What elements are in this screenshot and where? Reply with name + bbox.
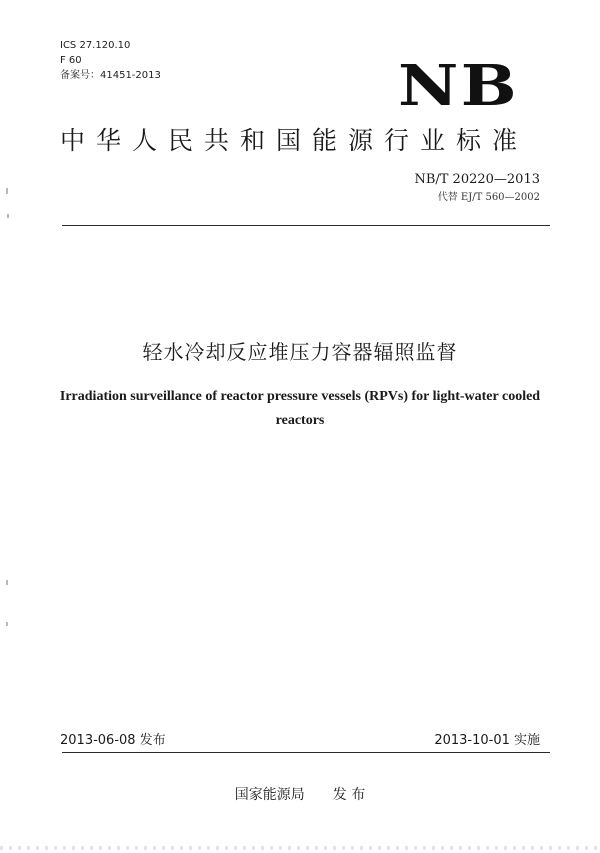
scan-artifact bbox=[6, 622, 8, 626]
filing-number: 备案号：41451-2013 bbox=[60, 70, 161, 81]
footer-divider bbox=[62, 752, 550, 753]
ccs-code: F 60 bbox=[60, 55, 82, 66]
implementation-date: 2013-10-01 实施 bbox=[434, 733, 540, 748]
document-title-english: Irradiation surveillance of reactor pressure vessels (RPVs) for light-water cooled reactors bbox=[59, 389, 541, 428]
issue-date: 2013-06-08 发布 bbox=[60, 733, 166, 748]
ics-code: ICS 27.120.10 bbox=[60, 40, 131, 51]
issuing-authority: 国家能源局 发 布 bbox=[234, 787, 366, 803]
document-title-chinese: 轻水冷却反应堆压力容器辐照监督 bbox=[142, 340, 458, 364]
replaced-standard: 代替 EJ/T 560—2002 bbox=[437, 192, 540, 203]
standard-number: NB/T 20220—2013 bbox=[414, 172, 540, 187]
scan-artifact bbox=[6, 580, 8, 585]
scan-bottom-edge bbox=[0, 846, 600, 850]
header-divider bbox=[62, 225, 550, 226]
scan-artifact bbox=[6, 188, 8, 194]
scan-artifact bbox=[7, 214, 9, 218]
standard-type-title: 中华人民共和国能源行业标准 bbox=[60, 126, 529, 155]
classification-block bbox=[60, 38, 161, 83]
nb-logo: NB bbox=[398, 53, 519, 119]
